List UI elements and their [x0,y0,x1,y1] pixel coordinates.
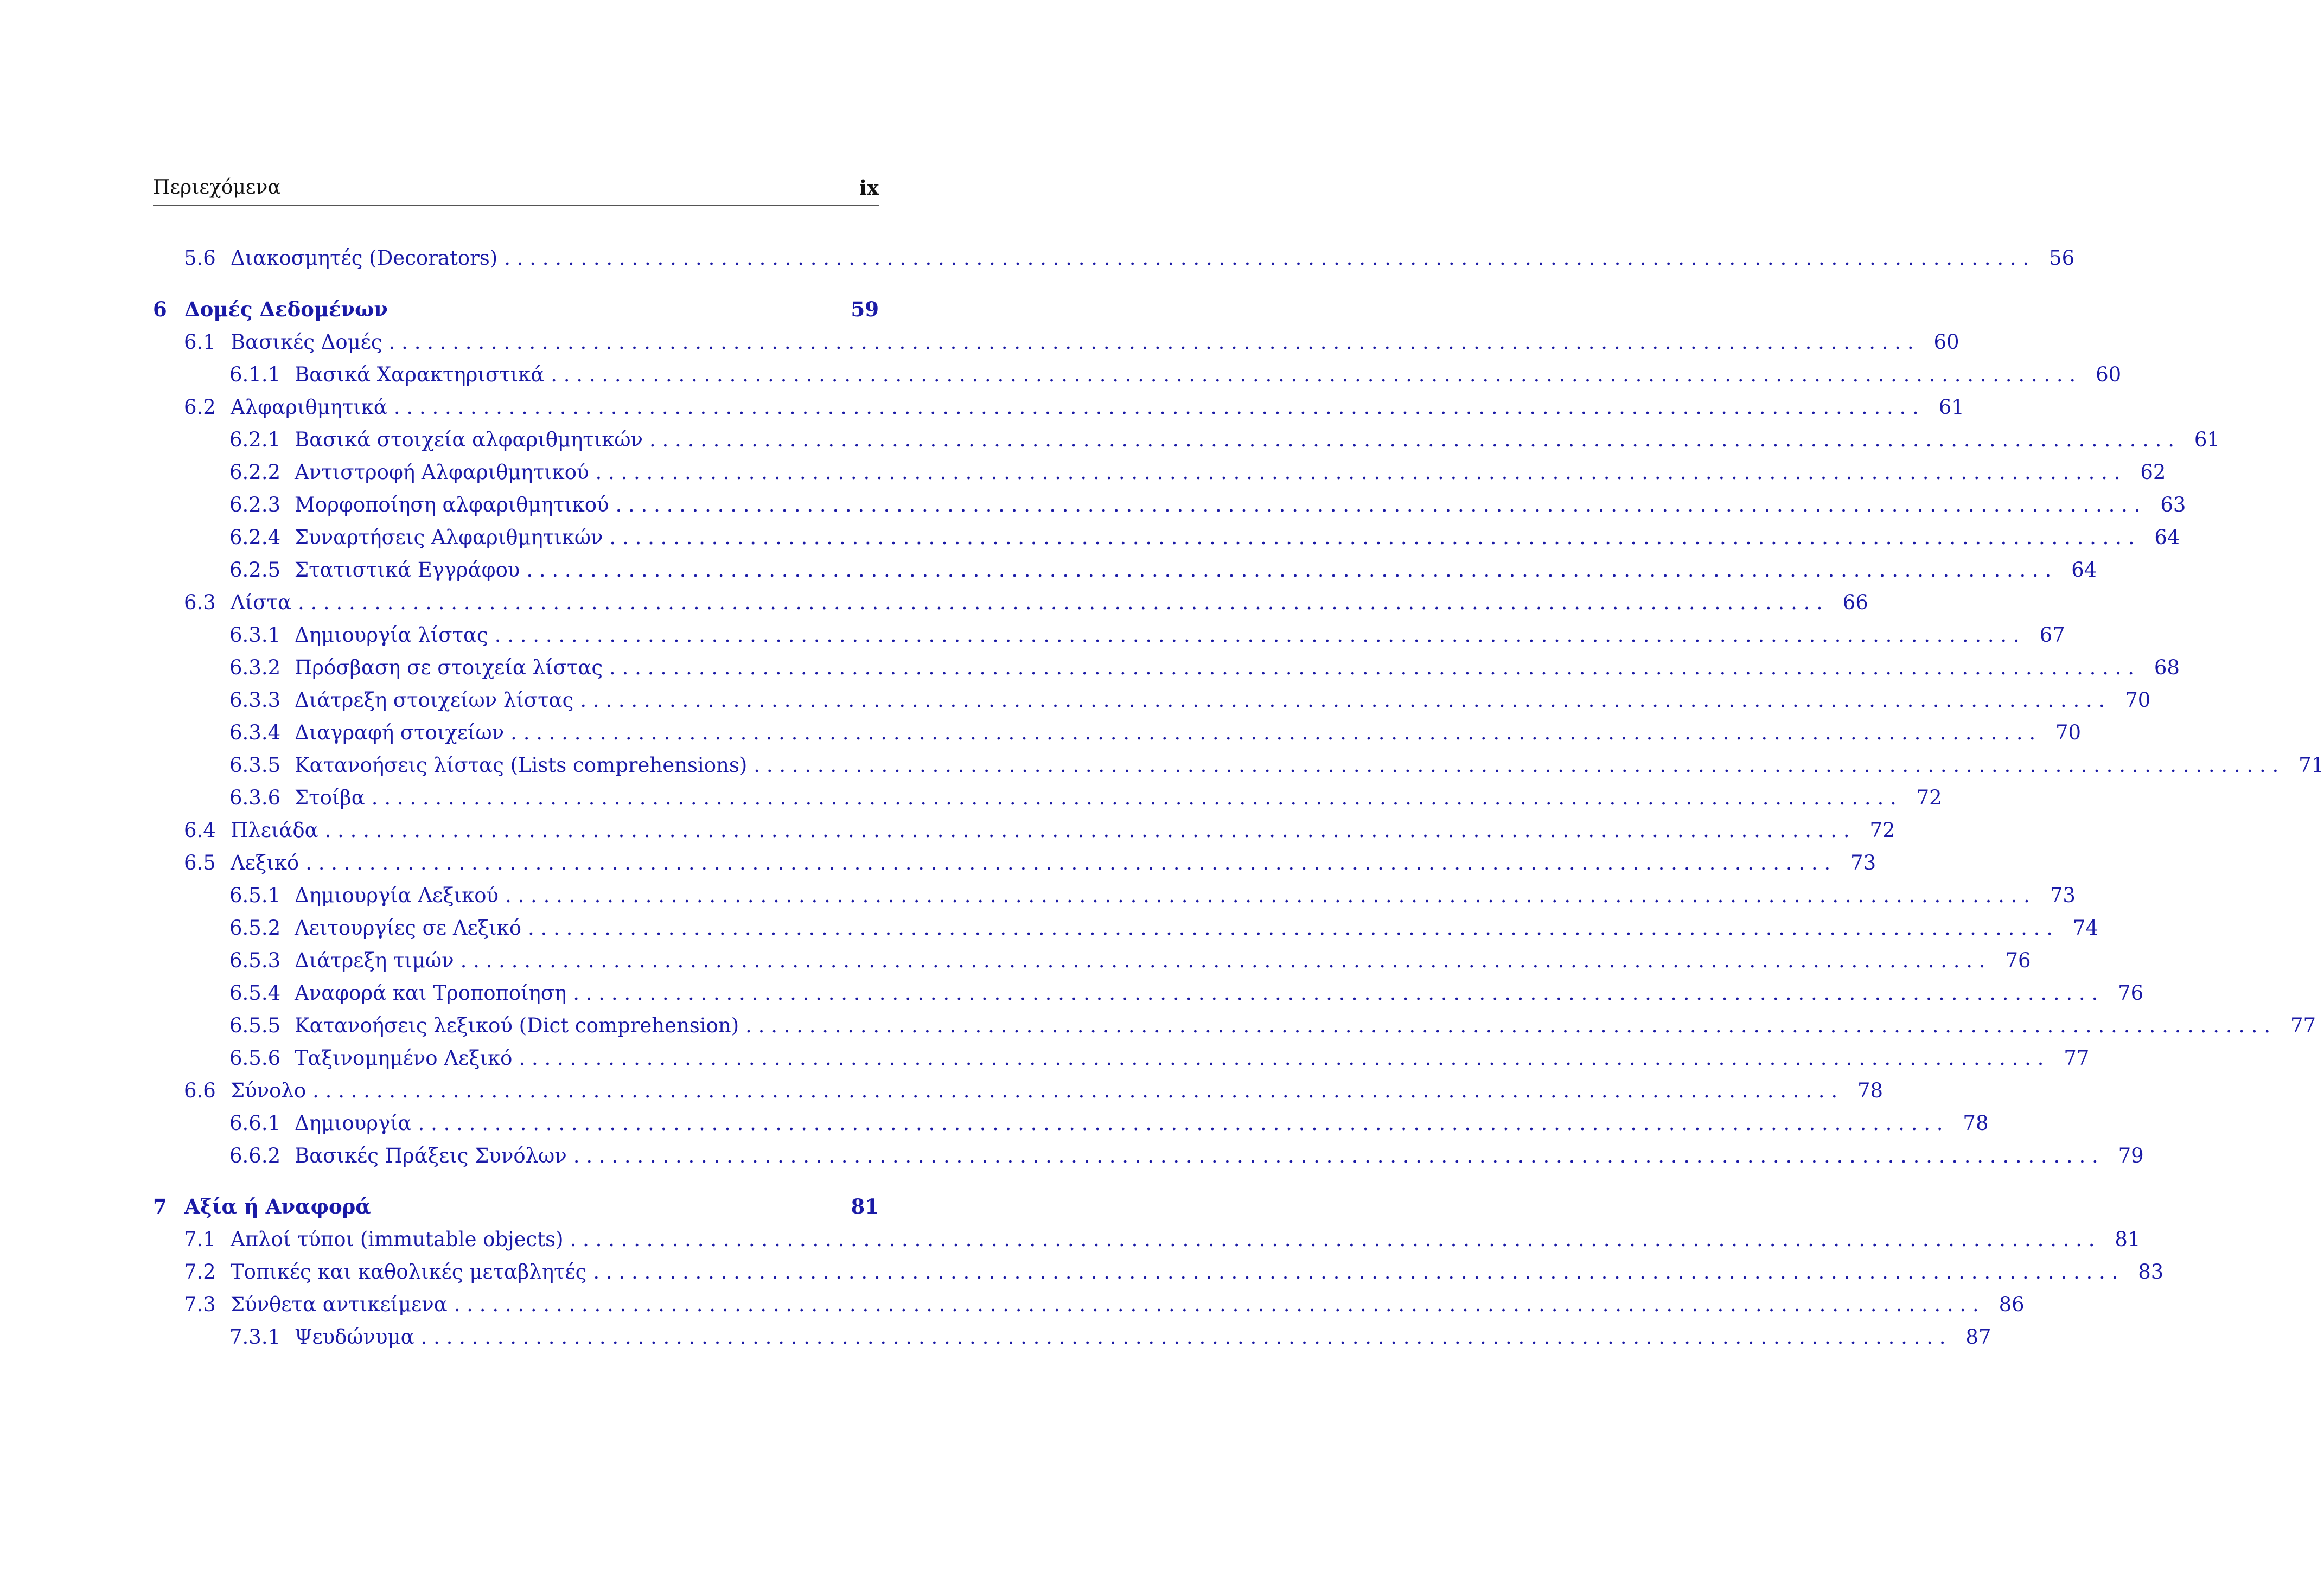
toc-section-entry[interactable] [153,846,1876,879]
toc-entry-page: 67 [2039,623,2065,647]
toc-entry-title: Συναρτήσεις Αλφαριθμητικών [295,525,603,549]
toc-entry-title: Αναφορά και Τροποποίηση [295,981,567,1005]
toc-entry-page: 76 [2005,948,2031,972]
dot-leader: . . . . . . . . . . . . . . . . . . . . . . . . . . . . . . . . . . . . . . . . . . . . . . . . . . . . . . . . . . . . . . . . . . . . . . . . . . . . . . . . . . . . . . . . . . . . . . . . . . . . . . . . . . . . . . . . . . . . . . . . [519,1046,2044,1070]
toc-entry-title: Διάτρεξη στοιχείων λίστας [295,688,574,712]
toc-entry-number: 6.2.2 [229,460,281,484]
toc-subsection-entry[interactable] [153,1042,2090,1074]
dot-leader: . . . . . . . . . . . . . . . . . . . . . . . . . . . . . . . . . . . . . . . . . . . . . . . . . . . . . . . . . . . . . . . . . . . . . . . . . . . . . . . . . . . . . . . . . . . . . . . . . . . . . . . . . . . . . . . . . . . . . . . . [454,1292,1979,1316]
dot-leader: . . . . . . . . . . . . . . . . . . . . . . . . . . . . . . . . . . . . . . . . . . . . . . . . . . . . . . . . . . . . . . . . . . . . . . . . . . . . . . . . . . . . . . . . . . . . . . . . . . . . . . . . . . . . . . . . . . . . . . . . [570,1227,2095,1251]
toc-subsection-entry[interactable] [153,1009,2316,1042]
toc-subsection-entry[interactable] [153,781,1942,814]
toc-subsection-entry[interactable] [153,976,2144,1009]
toc-entry-page: 74 [2072,916,2098,940]
toc-entry-number: 6.3.1 [229,623,281,647]
toc-entry-number: 7.3 [184,1292,216,1316]
toc-entry-page: 60 [1933,330,1959,354]
toc-subsection-entry[interactable] [153,911,2098,944]
toc-entry-number: 6.6 [184,1078,216,1102]
toc-entry-title: Βασικά Χαρακτηριστικά [295,362,545,386]
dot-leader: . . . . . . . . . . . . . . . . . . . . . . . . . . . . . . . . . . . . . . . . . . . . . . . . . . . . . . . . . . . . . . . . . . . . . . . . . . . . . . . . . . . . . . . . . . . . . . . . . . . . . . . . . . . . . . . . . . . . . . . . [505,883,2030,907]
toc-section-entry[interactable] [153,1255,2164,1288]
toc-section-entry[interactable] [153,814,1895,846]
toc-entry-number: 6.4 [184,818,216,842]
toc-section-entry[interactable] [153,1223,2141,1255]
dot-leader: . . . . . . . . . . . . . . . . . . . . . . . . . . . . . . . . . . . . . . . . . . . . . . . . . . . . . . . . . . . . . . . . . . . . . . . . . . . . . . . . . . . . . . . . . . . . . . . . . . . . . . . . . . . . . . . . . . . . . . . . [609,655,2134,679]
toc-subsection-entry[interactable] [153,358,2122,391]
dot-leader: . . . . . . . . . . . . . . . . . . . . . . . . . . . . . . . . . . . . . . . . . . . . . . . . . . . . . . . . . . . . . . . . . . . . . . . . . . . . . . . . . . . . . . . . . . . . . . . . . . . . . . . . . . . . . . . . . . . . . . . . [593,1260,2118,1283]
toc-entry-title: Λεξικό [231,851,299,874]
toc-subsection-entry[interactable] [153,1139,2144,1172]
toc-entry-title: Αξία ή Αναφορά [184,1195,371,1218]
toc-entry-page: 72 [1916,785,1942,809]
toc-entry-page: 79 [2118,1144,2144,1167]
toc-entry-number: 6.2.1 [229,427,281,451]
toc-entry-page: 70 [2055,720,2082,744]
toc-entry-title: Απλοί τύποι (immutable objects) [231,1227,564,1251]
dot-leader: . . . . . . . . . . . . . . . . . . . . . . . . . . . . . . . . . . . . . . . . . . . . . . . . . . . . . . . . . . . . . . . . . . . . . . . . . . . . . . . . . . . . . . . . . . . . . . . . . . . . . . . . . . . . . . . . . . . . . . . . [371,785,1897,809]
toc-entry-page: 87 [1965,1325,1991,1349]
toc-subsection-entry[interactable] [153,1320,1991,1353]
dot-leader: . . . . . . . . . . . . . . . . . . . . . . . . . . . . . . . . . . . . . . . . . . . . . . . . . . . . . . . . . . . . . . . . . . . . . . . . . . . . . . . . . . . . . . . . . . . . . . . . . . . . . . . . . . . . . . . . . . . . . . . . [551,362,2076,386]
toc-subsection-entry[interactable] [153,618,2065,651]
toc-entry-number: 6.5.4 [229,981,281,1005]
toc-entry-number: 7.1 [184,1227,216,1251]
toc-entry-title: Δομές Δεδομένων [184,297,388,321]
toc-entry-number: 6.3.3 [229,688,281,712]
toc-entry-page: 81 [851,1195,879,1218]
toc-entry-page: 73 [1850,851,1876,874]
toc-entry-title: Δημιουργία [295,1111,412,1135]
toc-entry-number: 6.3.2 [229,655,281,679]
dot-leader: . . . . . . . . . . . . . . . . . . . . . . . . . . . . . . . . . . . . . . . . . . . . . . . . . . . . . . . . . . . . . . . . . . . . . . . . . . . . . . . . . . . . . . . . . . . . . . . . . . . . . . . . . . . . . . . . . . . . . . . . [528,916,2053,940]
toc-entry-number: 6.1 [184,330,216,354]
toc-entry-title: Διακοσμητές (Decorators) [231,246,498,270]
toc-entry-number: 6.6.1 [229,1111,281,1135]
dot-leader: . . . . . . . . . . . . . . . . . . . . . . . . . . . . . . . . . . . . . . . . . . . . . . . . . . . . . . . . . . . . . . . . . . . . . . . . . . . . . . . . . . . . . . . . . . . . . . . . . . . . . . . . . . . . . . . . . . . . . . . . [745,1013,2271,1037]
toc-entry-page: 61 [2194,427,2220,451]
toc-entry-number: 7.3.1 [229,1325,281,1349]
dot-leader: . . . . . . . . . . . . . . . . . . . . . . . . . . . . . . . . . . . . . . . . . . . . . . . . . . . . . . . . . . . . . . . . . . . . . . . . . . . . . . . . . . . . . . . . . . . . . . . . . . . . . . . . . . . . . . . . . . . . . . . . [305,851,1831,874]
toc-subsection-entry[interactable] [153,749,2324,781]
toc-section-entry[interactable] [153,325,1959,358]
toc-subsection-entry[interactable] [153,684,2151,716]
toc-entry-page: 76 [2118,981,2144,1005]
toc-entry-page: 81 [2115,1227,2141,1251]
toc-entry-number: 6.3.6 [229,785,281,809]
toc-entry-number: 6.5 [184,851,216,874]
dot-leader: . . . . . . . . . . . . . . . . . . . . . . . . . . . . . . . . . . . . . . . . . . . . . . . . . . . . . . . . . . . . . . . . . . . . . . . . . . . . . . . . . . . . . . . . . . . . . . . . . . . . . . . . . . . . . . . . . . . . . . . . [573,981,2098,1005]
dot-leader: . . . . . . . . . . . . . . . . . . . . . . . . . . . . . . . . . . . . . . . . . . . . . . . . . . . . . . . . . . . . . . . . . . . . . . . . . . . . . . . . . . . . . . . . . . . . . . . . . . . . . . . . . . . . . . . . . . . . . . . . [324,818,1850,842]
toc-entry-number: 5.6 [184,246,216,270]
toc-entry-number: 6.3 [184,590,216,614]
toc-entry-page: 61 [1938,395,1964,419]
toc-entry-number: 6.3.4 [229,720,281,744]
toc-entry-page: 78 [1963,1111,1989,1135]
toc-entry-title: Δημιουργία λίστας [295,623,488,647]
dot-leader: . . . . . . . . . . . . . . . . . . . . . . . . . . . . . . . . . . . . . . . . . . . . . . . . . . . . . . . . . . . . . . . . . . . . . . . . . . . . . . . . . . . . . . . . . . . . . . . . . . . . . . . . . . . . . . . . . . . . . . . . [510,720,2036,744]
toc-section-entry[interactable] [153,1288,2025,1320]
toc-entry-number: 6 [153,297,167,321]
toc-entry-title: Βασικές Δομές [231,330,382,354]
toc-entry-title: Ψευδώνυμα [295,1325,414,1349]
dot-leader: . . . . . . . . . . . . . . . . . . . . . . . . . . . . . . . . . . . . . . . . . . . . . . . . . . . . . . . . . . . . . . . . . . . . . . . . . . . . . . . . . . . . . . . . . . . . . . . . . . . . . . . . . . . . . . . . . . . . . . . . [504,246,2029,270]
toc-subsection-entry[interactable] [153,1107,1989,1139]
toc-entry-page: 71 [2299,753,2324,777]
toc-entry-page: 62 [2140,460,2166,484]
toc-entry-page: 77 [2064,1046,2090,1070]
dot-leader: . . . . . . . . . . . . . . . . . . . . . . . . . . . . . . . . . . . . . . . . . . . . . . . . . . . . . . . . . . . . . . . . . . . . . . . . . . . . . . . . . . . . . . . . . . . . . . . . . . . . . . . . . . . . . . . . . . . . . . . . [312,1078,1838,1102]
toc-entry-title: Αλφαριθμητικά [231,395,387,419]
toc-entry-number: 6.2 [184,395,216,419]
toc-entry-page: 56 [2049,246,2075,270]
toc-entry-page: 86 [1999,1292,2025,1316]
toc-entry-title: Λίστα [231,590,291,614]
dot-leader: . . . . . . . . . . . . . . . . . . . . . . . . . . . . . . . . . . . . . . . . . . . . . . . . . . . . . . . . . . . . . . . . . . . . . . . . . . . . . . . . . . . . . . . . . . . . . . . . . . . . . . . . . . . . . . . . . . . . . . . . [649,427,2174,451]
toc-entry-page: 63 [2160,493,2186,516]
toc-entry-title: Βασικά στοιχεία αλφαριθμητικών [295,427,643,451]
toc-entry-number: 6.5.5 [229,1013,281,1037]
dot-leader: . . . . . . . . . . . . . . . . . . . . . . . . . . . . . . . . . . . . . . . . . . . . . . . . . . . . . . . . . . . . . . . . . . . . . . . . . . . . . . . . . . . . . . . . . . . . . . . . . . . . . . . . . . . . . . . . . . . . . . . . [297,590,1823,614]
toc-entry-page: 60 [2096,362,2122,386]
dot-leader: . . . . . . . . . . . . . . . . . . . . . . . . . . . . . . . . . . . . . . . . . . . . . . . . . . . . . . . . . . . . . . . . . . . . . . . . . . . . . . . . . . . . . . . . . . . . . . . . . . . . . . . . . . . . . . . . . . . . . . . . [494,623,2020,647]
toc-entry-page: 68 [2154,655,2180,679]
toc-subsection-entry[interactable] [153,651,2180,684]
toc-entry-number: 6.6.2 [229,1144,281,1167]
page-number: ix [859,176,879,200]
toc-entry-number: 7.2 [184,1260,216,1283]
toc-entry-title: Ταξινομημένο Λεξικό [295,1046,513,1070]
dot-leader: . . . . . . . . . . . . . . . . . . . . . . . . . . . . . . . . . . . . . . . . . . . . . . . . . . . . . . . . . . . . . . . . . . . . . . . . . . . . . . . . . . . . . . . . . . . . . . . . . . . . . . . . . . . . . . . . . . . . . . . . [754,753,2279,777]
table-of-contents [153,0,2324,1571]
toc-section-entry[interactable] [153,586,1868,618]
dot-leader: . . . . . . . . . . . . . . . . . . . . . . . . . . . . . . . . . . . . . . . . . . . . . . . . . . . . . . . . . . . . . . . . . . . . . . . . . . . . . . . . . . . . . . . . . . . . . . . . . . . . . . . . . . . . . . . . . . . . . . . . [615,493,2141,516]
toc-entry-title: Διάτρεξη τιμών [295,948,454,972]
toc-entry-number: 6.3.5 [229,753,281,777]
toc-subsection-entry[interactable] [153,944,2031,976]
toc-entry-title: Στατιστικά Εγγράφου [295,558,520,582]
dot-leader: . . . . . . . . . . . . . . . . . . . . . . . . . . . . . . . . . . . . . . . . . . . . . . . . . . . . . . . . . . . . . . . . . . . . . . . . . . . . . . . . . . . . . . . . . . . . . . . . . . . . . . . . . . . . . . . . . . . . . . . . [388,330,1914,354]
toc-section-entry[interactable] [153,391,1964,423]
toc-entry-page: 70 [2125,688,2151,712]
toc-entry-number: 6.1.1 [229,362,281,386]
toc-entry-title: Σύνθετα αντικείμενα [231,1292,448,1316]
toc-entry-page: 77 [2290,1013,2316,1037]
toc-entry-title: Κατανοήσεις λίστας (Lists comprehensions) [295,753,748,777]
toc-entry-title: Μορφοποίηση αλφαριθμητικού [295,493,609,516]
toc-entry-title: Στοίβα [295,785,365,809]
toc-entry-number: 6.2.4 [229,525,281,549]
dot-leader: . . . . . . . . . . . . . . . . . . . . . . . . . . . . . . . . . . . . . . . . . . . . . . . . . . . . . . . . . . . . . . . . . . . . . . . . . . . . . . . . . . . . . . . . . . . . . . . . . . . . . . . . . . . . . . . . . . . . . . . . [393,395,1919,419]
toc-subsection-entry[interactable] [153,879,2076,911]
toc-entry-page: 64 [2154,525,2180,549]
toc-entry-page: 64 [2071,558,2097,582]
toc-entry-number: 6.5.1 [229,883,281,907]
running-head-title: Περιεχόμενα [153,176,281,199]
dot-leader: . . . . . . . . . . . . . . . . . . . . . . . . . . . . . . . . . . . . . . . . . . . . . . . . . . . . . . . . . . . . . . . . . . . . . . . . . . . . . . . . . . . . . . . . . . . . . . . . . . . . . . . . . . . . . . . . . . . . . . . . [595,460,2121,484]
toc-subsection-entry[interactable] [153,423,2220,456]
toc-entry-title: Τοπικές και καθολικές μεταβλητές [231,1260,587,1283]
dot-leader: . . . . . . . . . . . . . . . . . . . . . . . . . . . . . . . . . . . . . . . . . . . . . . . . . . . . . . . . . . . . . . . . . . . . . . . . . . . . . . . . . . . . . . . . . . . . . . . . . . . . . . . . . . . . . . . . . . . . . . . . [609,525,2135,549]
toc-entry-page: 73 [2050,883,2076,907]
toc-subsection-entry[interactable] [153,488,2186,521]
toc-entry-page: 66 [1842,590,1868,614]
dot-leader: . . . . . . . . . . . . . . . . . . . . . . . . . . . . . . . . . . . . . . . . . . . . . . . . . . . . . . . . . . . . . . . . . . . . . . . . . . . . . . . . . . . . . . . . . . . . . . . . . . . . . . . . . . . . . . . . . . . . . . . . [580,688,2105,712]
toc-subsection-entry[interactable] [153,553,2097,586]
toc-entry-title: Κατανοήσεις λεξικού (Dict comprehension) [295,1013,739,1037]
toc-entry-title: Λειτουργίες σε Λεξικό [295,916,522,940]
toc-entry-title: Διαγραφή στοιχείων [295,720,505,744]
dot-leader: . . . . . . . . . . . . . . . . . . . . . . . . . . . . . . . . . . . . . . . . . . . . . . . . . . . . . . . . . . . . . . . . . . . . . . . . . . . . . . . . . . . . . . . . . . . . . . . . . . . . . . . . . . . . . . . . . . . . . . . . [526,558,2052,582]
toc-entry-page: 59 [851,297,879,321]
toc-entry-number: 6.5.6 [229,1046,281,1070]
dot-leader: . . . . . . . . . . . . . . . . . . . . . . . . . . . . . . . . . . . . . . . . . . . . . . . . . . . . . . . . . . . . . . . . . . . . . . . . . . . . . . . . . . . . . . . . . . . . . . . . . . . . . . . . . . . . . . . . . . . . . . . . [420,1325,1946,1349]
toc-entry-number: 6.5.2 [229,916,281,940]
toc-entry-title: Πρόσβαση σε στοιχεία λίστας [295,655,603,679]
toc-entry-page: 72 [1869,818,1895,842]
toc-entry-title: Αντιστροφή Αλφαριθμητικού [295,460,589,484]
toc-entry-title: Βασικές Πράξεις Συνόλων [295,1144,567,1167]
toc-entry-page: 83 [2138,1260,2164,1283]
dot-leader: . . . . . . . . . . . . . . . . . . . . . . . . . . . . . . . . . . . . . . . . . . . . . . . . . . . . . . . . . . . . . . . . . . . . . . . . . . . . . . . . . . . . . . . . . . . . . . . . . . . . . . . . . . . . . . . . . . . . . . . . [460,948,1985,972]
toc-entry-page: 78 [1857,1078,1884,1102]
toc-section-entry[interactable] [153,1074,1884,1107]
toc-entry-number: 6.2.3 [229,493,281,516]
toc-entry-number: 7 [153,1195,167,1218]
toc-chapter-entry[interactable] [153,1190,879,1223]
dot-leader: . . . . . . . . . . . . . . . . . . . . . . . . . . . . . . . . . . . . . . . . . . . . . . . . . . . . . . . . . . . . . . . . . . . . . . . . . . . . . . . . . . . . . . . . . . . . . . . . . . . . . . . . . . . . . . . . . . . . . . . . [418,1111,1943,1135]
toc-subsection-entry[interactable] [153,521,2180,553]
toc-entry-title: Δημιουργία Λεξικού [295,883,499,907]
toc-subsection-entry[interactable] [153,716,2082,749]
toc-section-entry[interactable] [153,241,2075,274]
toc-subsection-entry[interactable] [153,456,2166,488]
toc-chapter-entry[interactable] [153,293,879,325]
toc-entry-title: Πλειάδα [231,818,318,842]
toc-entry-title: Σύνολο [231,1078,307,1102]
toc-entry-number: 6.2.5 [229,558,281,582]
dot-leader: . . . . . . . . . . . . . . . . . . . . . . . . . . . . . . . . . . . . . . . . . . . . . . . . . . . . . . . . . . . . . . . . . . . . . . . . . . . . . . . . . . . . . . . . . . . . . . . . . . . . . . . . . . . . . . . . . . . . . . . . [573,1144,2098,1167]
toc-entry-number: 6.5.3 [229,948,281,972]
